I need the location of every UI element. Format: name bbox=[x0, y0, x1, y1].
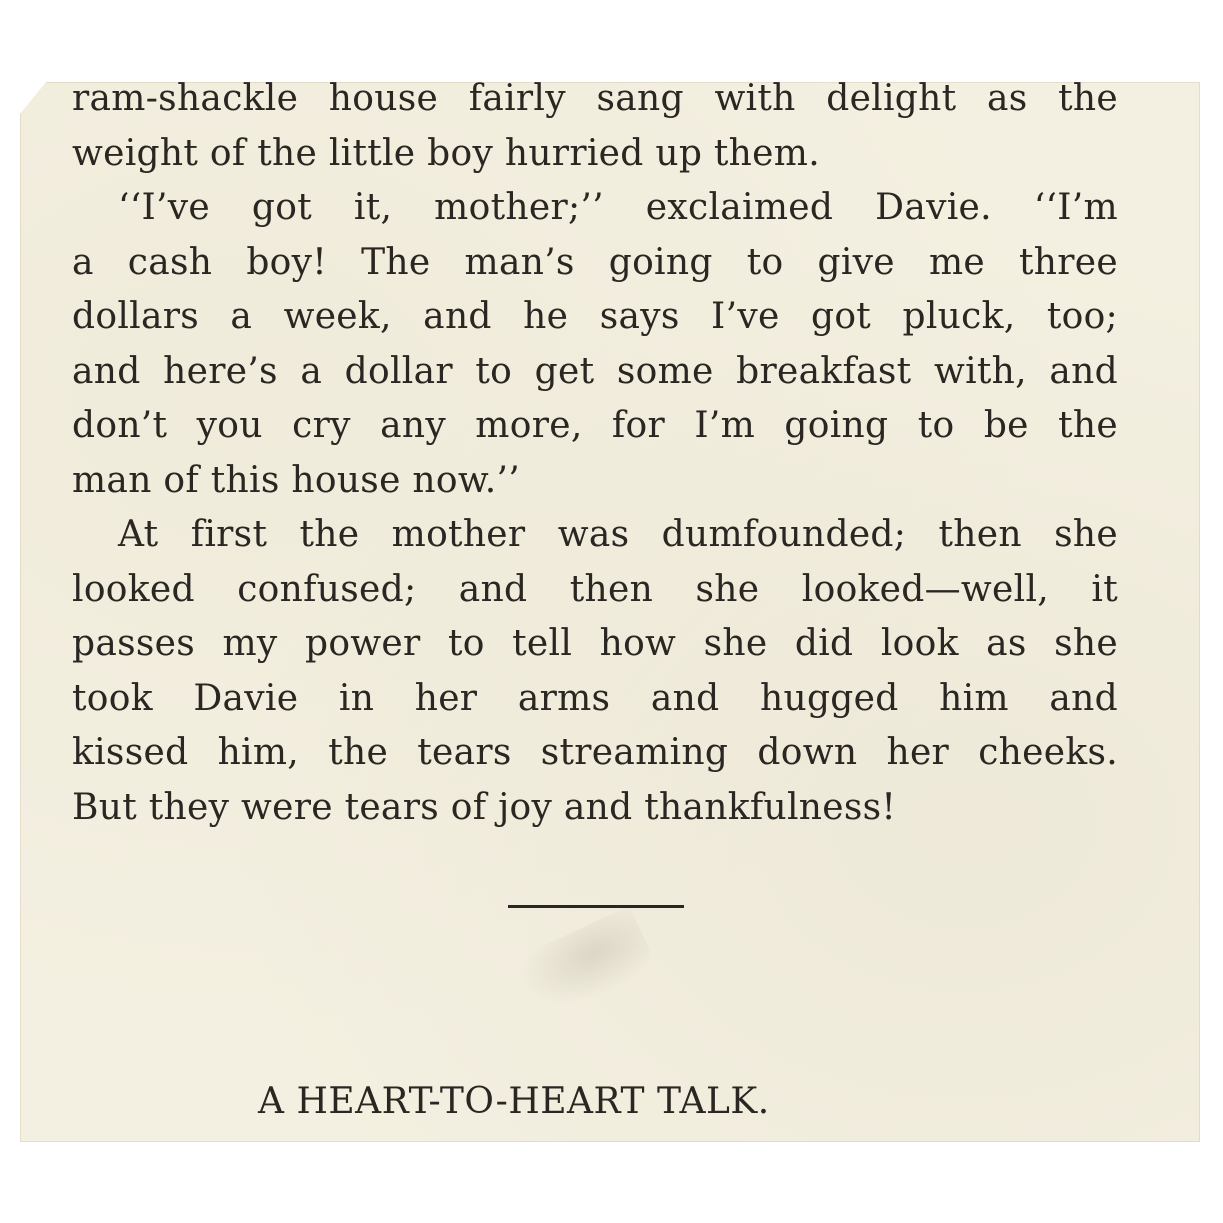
text-line: ‘‘I’ve got it, mother;’’ exclaimed Davie. ‘‘I’m bbox=[118, 187, 1118, 228]
text-line: dollars a week, and he says I’ve got pluck, too; bbox=[72, 296, 1118, 337]
torn-corner bbox=[20, 82, 46, 114]
text-line: But they were tears of joy and thankfulness! bbox=[72, 786, 897, 828]
text-line: don’t you cry any more, for I’m going to be the bbox=[72, 405, 1118, 446]
text-line: kissed him, the tears streaming down her cheeks. bbox=[72, 732, 1118, 773]
text-line: man of this house now.’’ bbox=[72, 459, 520, 501]
text-line: looked confused; and then she looked—well, it bbox=[72, 568, 1118, 610]
article-body bbox=[72, 72, 1118, 835]
text-line: and here’s a dollar to get some breakfast with, and bbox=[72, 350, 1118, 392]
section-heading: A HEART-TO-HEART TALK. bbox=[258, 1081, 770, 1122]
text-line: a cash boy! The man’s going to give me three bbox=[72, 241, 1118, 283]
text-line: ram-shackle house fairly sang with delight as the bbox=[72, 78, 1118, 119]
text-line: passes my power to tell how she did look as she bbox=[72, 623, 1118, 664]
text-line: At first the mother was dumfounded; then she bbox=[118, 514, 1118, 555]
text-line: weight of the little boy hurried up them. bbox=[72, 132, 820, 174]
text-line: took Davie in her arms and hugged him and bbox=[72, 677, 1118, 719]
section-divider bbox=[508, 905, 684, 908]
